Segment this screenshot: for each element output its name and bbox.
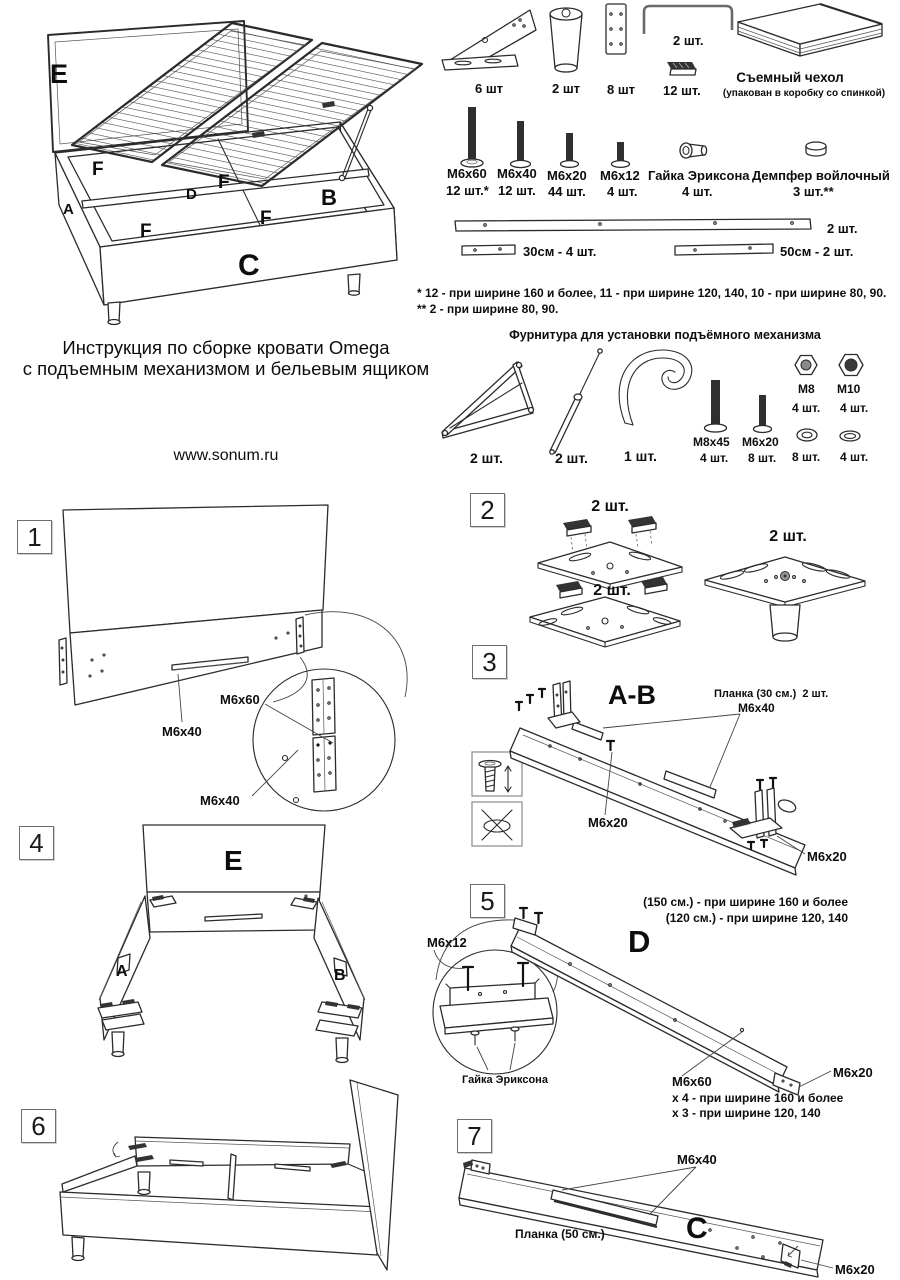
damper-pad-icon bbox=[667, 62, 696, 75]
erikson-qty: 4 шт. bbox=[682, 184, 713, 199]
mechanism-title: Фурнитура для установки подъёмного механизма bbox=[509, 328, 821, 342]
label-m6x60: M6x60 bbox=[672, 1074, 712, 1089]
bracket-leg-B bbox=[316, 1001, 362, 1063]
gas-spring-icon bbox=[550, 349, 602, 454]
bar30-icon bbox=[462, 245, 515, 255]
label-B: B bbox=[321, 185, 337, 210]
qty-mid: 2 шт. bbox=[593, 582, 631, 599]
long-bar-icon bbox=[455, 219, 811, 231]
bolt-m6x12-icon bbox=[612, 142, 630, 167]
m8-label: M8 bbox=[798, 382, 815, 396]
bolt-m6x60-label: M6x60 bbox=[447, 166, 487, 181]
label-A: A bbox=[116, 963, 128, 980]
washer8-qty: 8 шт. bbox=[792, 450, 821, 464]
bolt-m6x20-qty: 44 шт. bbox=[548, 184, 586, 199]
leg-icon bbox=[550, 8, 582, 72]
label-m6x60: M6x60 bbox=[220, 692, 260, 707]
label-F3: F bbox=[260, 208, 272, 229]
step-1-number: 1 bbox=[17, 520, 52, 554]
cover-icon bbox=[738, 4, 882, 56]
bracket-leg-A bbox=[98, 999, 144, 1057]
plate-icon bbox=[606, 4, 626, 54]
m8x45-qty: 4 шт. bbox=[700, 451, 729, 465]
front-leg bbox=[72, 1237, 84, 1261]
m6x60-note-1: x 4 - при ширине 160 и более bbox=[672, 1091, 844, 1105]
label-m6x20: M6x20 bbox=[833, 1065, 873, 1080]
label-m6x40: M6x40 bbox=[677, 1152, 717, 1167]
bolt-m6x40-label: M6x40 bbox=[497, 166, 537, 181]
label-m6x20-b: M6x20 bbox=[807, 849, 847, 864]
footnote-1: * 12 - при ширине 160 и более, 11 - при ширине 120, 140, 10 - при ширине 80, 90. bbox=[417, 286, 887, 300]
u-rod-icon bbox=[644, 6, 732, 34]
mechanism-hardware bbox=[430, 325, 900, 475]
felt-damper-icon bbox=[806, 142, 826, 156]
headboard-drawing bbox=[59, 505, 328, 705]
lift-mechanism-icon bbox=[442, 362, 534, 438]
label-E: E bbox=[50, 59, 69, 89]
plate-qty: 8 шт bbox=[607, 82, 636, 97]
label-E: E bbox=[224, 845, 243, 876]
step-7-diagram bbox=[420, 1110, 900, 1280]
m10-qty: 4 шт. bbox=[840, 401, 869, 415]
erikson-label: Гайка Эриксона bbox=[648, 168, 750, 183]
width-note-2: (120 см.) - при ширине 120, 140 bbox=[665, 911, 848, 925]
no-tool-icon bbox=[472, 802, 522, 846]
bolt-m6x60-icon bbox=[461, 107, 483, 167]
nut-m8-icon bbox=[795, 356, 817, 375]
label-m6x12: M6x12 bbox=[427, 935, 467, 950]
m6x60-note-2: x 3 - при ширине 120, 140 bbox=[672, 1106, 821, 1120]
washer4-qty: 4 шт. bbox=[840, 450, 869, 464]
label-planka30: Планка (30 см.) 2 шт. bbox=[714, 688, 829, 700]
lift-qty: 2 шт. bbox=[470, 450, 503, 466]
step-1-diagram bbox=[0, 490, 460, 825]
step-6-diagram bbox=[0, 1080, 460, 1280]
bar50-icon bbox=[675, 244, 773, 255]
label-m6x20: M6x20 bbox=[835, 1262, 875, 1277]
m6x20-label: M6x20 bbox=[742, 435, 779, 449]
leg-qty: 2 шт bbox=[552, 81, 581, 96]
label-ab: A-B bbox=[608, 680, 656, 710]
step-2-diagram bbox=[460, 485, 900, 650]
step-5-diagram bbox=[420, 880, 900, 1125]
title-line-2: с подъемным механизмом и бельевым ящиком bbox=[22, 358, 430, 379]
nut-m10-icon bbox=[839, 355, 863, 376]
corner-bracket-icon bbox=[442, 10, 536, 70]
erikson-nut-icon bbox=[680, 143, 707, 158]
label-A: A bbox=[63, 201, 74, 218]
width-note-1: (150 см.) - при ширине 160 и более bbox=[643, 895, 848, 909]
bolt-m6x20-icon bbox=[754, 395, 772, 433]
bar30-label: 30см - 4 шт. bbox=[523, 244, 597, 259]
step-6-number: 6 bbox=[21, 1109, 56, 1143]
strap-icon bbox=[619, 350, 692, 425]
label-planka50: Планка (50 см.) bbox=[515, 1227, 605, 1241]
label-m6x40-b: M6x40 bbox=[200, 793, 240, 808]
label-D: D bbox=[628, 924, 651, 959]
qty-right: 2 шт. bbox=[769, 528, 807, 545]
m6x20-qty: 8 шт. bbox=[748, 451, 777, 465]
washer-4-icon bbox=[840, 431, 860, 441]
title-line-1: Инструкция по сборке кровати Omega bbox=[62, 337, 390, 358]
label-m6x20-a: M6x20 bbox=[588, 815, 628, 830]
label-C: C bbox=[238, 249, 260, 282]
qty-top: 2 шт. bbox=[591, 498, 629, 515]
strap-qty: 1 шт. bbox=[624, 448, 657, 464]
felt-qty: 3 шт.** bbox=[793, 184, 834, 199]
label-F1: F bbox=[92, 159, 104, 180]
long-bar-qty: 2 шт. bbox=[827, 221, 858, 236]
footnote-2: ** 2 - при ширине 80, 90. bbox=[417, 302, 559, 316]
cover-note: (упакован в коробку со спинкой) bbox=[722, 88, 886, 99]
page-title bbox=[0, 337, 452, 379]
corner-bracket-with-leg bbox=[705, 557, 865, 641]
label-m6x40: M6x40 bbox=[738, 701, 775, 715]
label-D: D bbox=[186, 186, 197, 203]
left-end-bracket bbox=[516, 681, 580, 728]
step-3-diagram bbox=[460, 640, 900, 880]
step-4-diagram bbox=[0, 810, 460, 1100]
label-erikson-nut: Гайка Эриксона bbox=[462, 1074, 548, 1086]
bolt-m8x45-icon bbox=[705, 380, 727, 432]
step-4-number: 4 bbox=[19, 826, 54, 860]
step-3-number: 3 bbox=[472, 645, 507, 679]
step-7-number: 7 bbox=[457, 1119, 492, 1153]
bolt-m6x20-icon bbox=[561, 133, 579, 167]
bolt-m6x40-icon bbox=[511, 121, 531, 168]
bolt-m6x20-label: M6x20 bbox=[547, 168, 587, 183]
label-F2: F bbox=[218, 172, 230, 193]
m10-label: M10 bbox=[837, 382, 861, 396]
m8x45-label: M8x45 bbox=[693, 435, 730, 449]
label-F4: F bbox=[140, 221, 152, 242]
bracket-qty: 6 шт bbox=[475, 81, 504, 96]
website: www.sonum.ru bbox=[173, 447, 279, 464]
bed-frame bbox=[60, 1137, 380, 1255]
u-rod-qty: 2 шт. bbox=[673, 33, 704, 48]
m8-qty: 4 шт. bbox=[792, 401, 821, 415]
bolt-m6x60-qty: 12 шт.* bbox=[446, 183, 489, 198]
bar50-label: 50см - 2 шт. bbox=[780, 244, 854, 259]
bolt-m6x12-label: M6x12 bbox=[600, 168, 640, 183]
bolt-m6x12-qty: 4 шт. bbox=[607, 184, 638, 199]
damper-pad-qty: 12 шт. bbox=[663, 83, 701, 98]
step-2-number: 2 bbox=[470, 493, 505, 527]
magnifier-detail bbox=[433, 950, 557, 1086]
center-rail-D bbox=[511, 908, 800, 1095]
gas-qty: 2 шт. bbox=[555, 450, 588, 466]
felt-label: Демпфер войлочный bbox=[752, 168, 890, 183]
step-5-number: 5 bbox=[470, 884, 505, 918]
washer-8-icon bbox=[797, 429, 817, 441]
parts-inventory bbox=[430, 0, 900, 265]
overview-diagram bbox=[20, 5, 440, 330]
label-m6x40-a: M6x40 bbox=[162, 724, 202, 739]
label-C: C bbox=[686, 1212, 708, 1245]
label-B: B bbox=[334, 967, 346, 984]
cover-title: Съемный чехол bbox=[736, 70, 844, 85]
bolt-m6x40-qty: 12 шт. bbox=[498, 183, 536, 198]
headboard-drawing bbox=[143, 825, 325, 932]
